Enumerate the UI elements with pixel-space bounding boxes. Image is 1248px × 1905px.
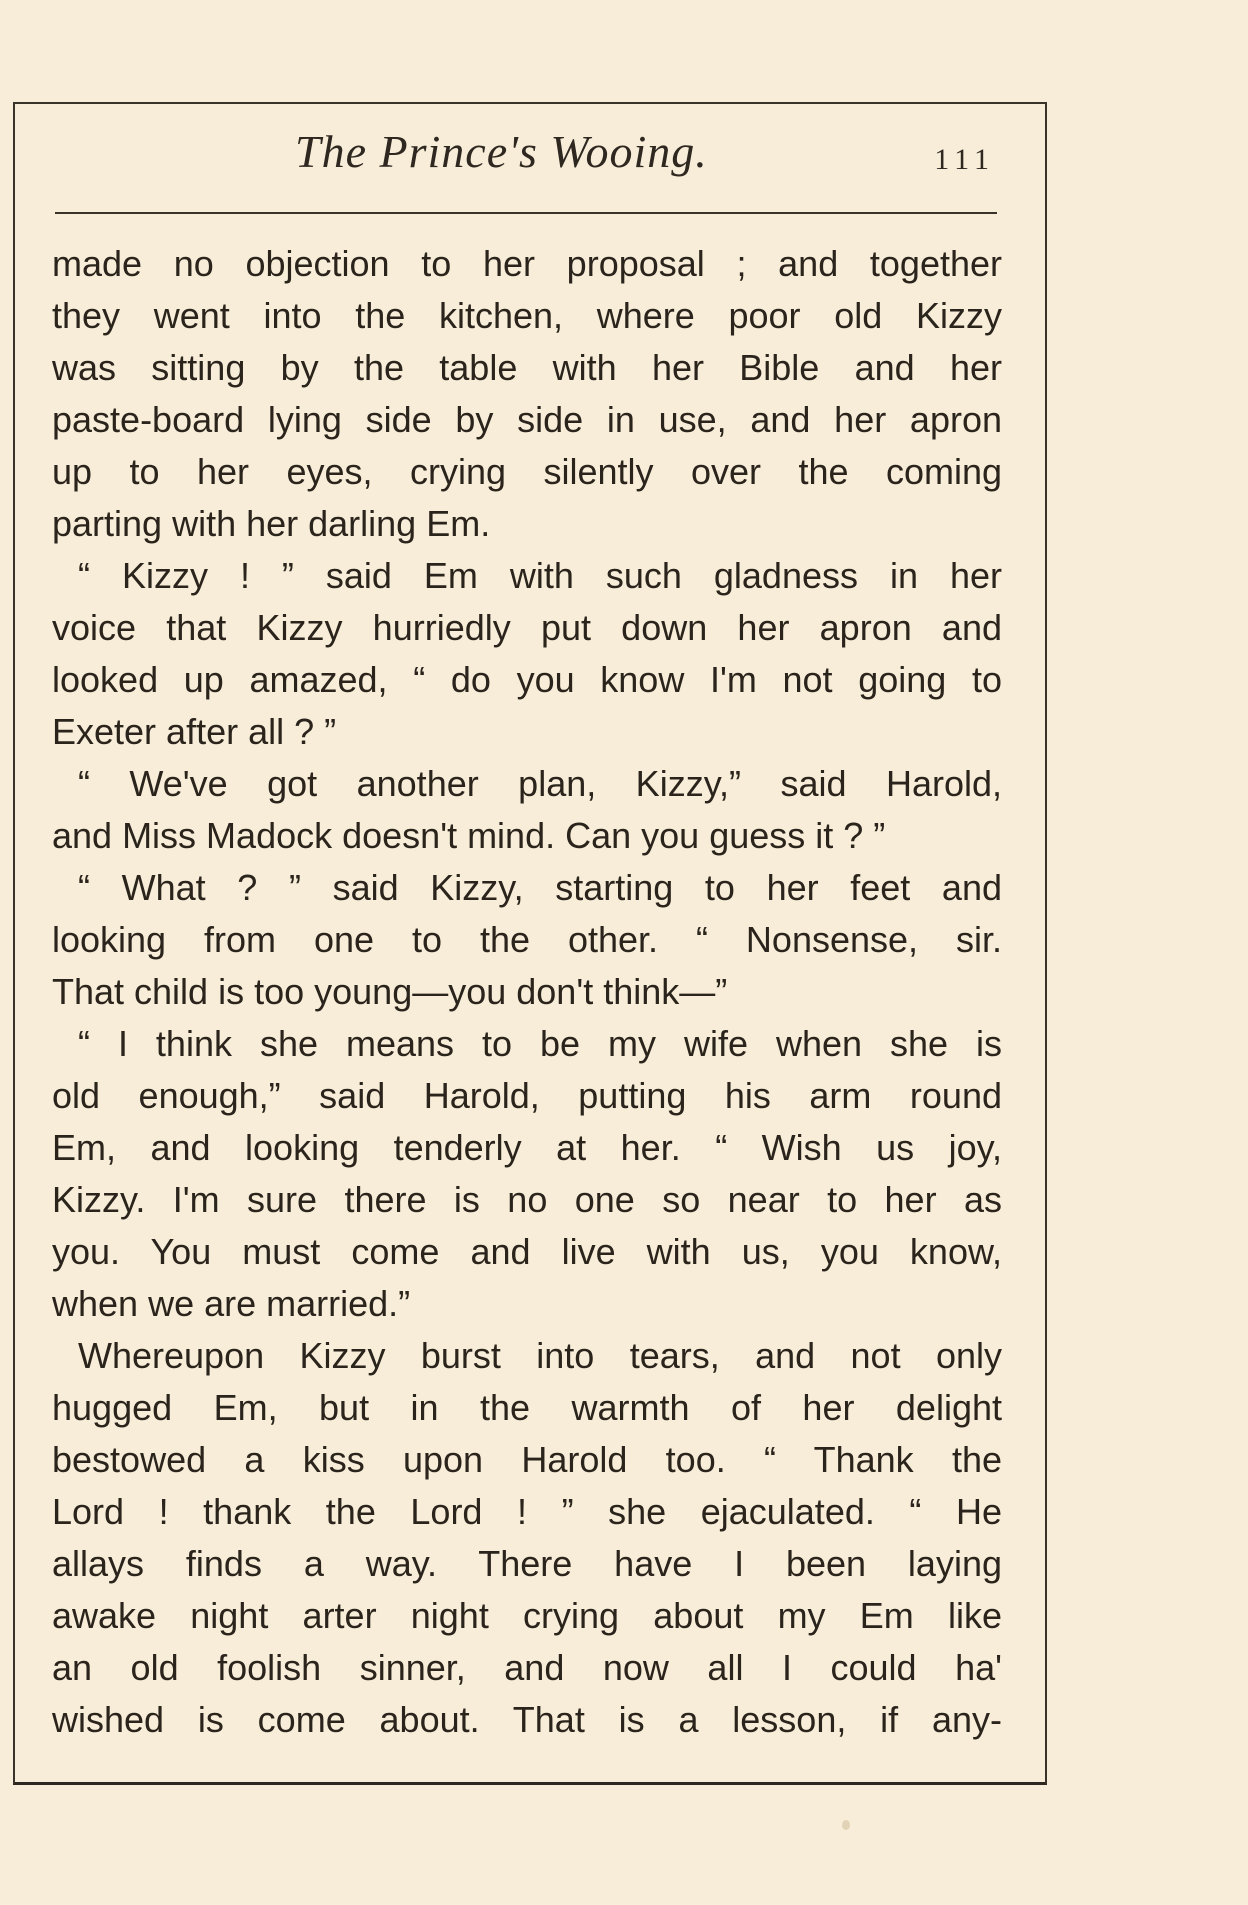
header-rule bbox=[55, 212, 997, 214]
text-line: Exeter after all ? ” bbox=[52, 711, 337, 752]
text-line: Whereupon Kizzy burst into tears, and not only bbox=[78, 1335, 1002, 1376]
text-line: parting with her darling Em. bbox=[52, 503, 491, 544]
text-line: old enough,” said Harold, putting his arm round bbox=[52, 1075, 1002, 1116]
text-line: Kizzy. I'm sure there is no one so near to her as bbox=[52, 1179, 1002, 1220]
page-number: 111 bbox=[934, 143, 995, 176]
page-header bbox=[55, 125, 995, 185]
text-line: up to her eyes, crying silently over the coming bbox=[52, 451, 1002, 492]
text-line: allays finds a way. There have I been laying bbox=[52, 1543, 1002, 1584]
text-line: an old foolish sinner, and now all I could ha' bbox=[52, 1647, 1002, 1688]
text-line: Lord ! thank the Lord ! ” she ejaculated. “ He bbox=[52, 1491, 1002, 1532]
text-line: hugged Em, but in the warmth of her delight bbox=[52, 1387, 1002, 1428]
paper-smudge bbox=[842, 1820, 850, 1830]
text-line: “ What ? ” said Kizzy, starting to her feet and bbox=[78, 867, 1002, 908]
text-line: they went into the kitchen, where poor old Kizzy bbox=[52, 295, 1002, 336]
text-line: and Miss Madock doesn't mind. Can you guess it ? ” bbox=[52, 815, 886, 856]
text-line: made no objection to her proposal ; and together bbox=[52, 243, 1002, 284]
text-line: voice that Kizzy hurriedly put down her apron and bbox=[52, 607, 1002, 648]
text-line: “ Kizzy ! ” said Em with such gladness in her bbox=[78, 555, 1002, 596]
text-line: wished is come about. That is a lesson, if any- bbox=[52, 1699, 1002, 1740]
text-line: “ We've got another plan, Kizzy,” said Harold, bbox=[78, 763, 1002, 804]
text-line: awake night arter night crying about my Em like bbox=[52, 1595, 1002, 1636]
text-line: was sitting by the table with her Bible and her bbox=[52, 347, 1002, 388]
text-line: paste-board lying side by side in use, and her apron bbox=[52, 399, 1002, 440]
text-line: looked up amazed, “ do you know I'm not going to bbox=[52, 659, 1002, 700]
text-line: when we are married.” bbox=[52, 1283, 411, 1324]
text-line: looking from one to the other. “ Nonsense, sir. bbox=[52, 919, 1002, 960]
text-line: “ I think she means to be my wife when she is bbox=[78, 1023, 1002, 1064]
body-text bbox=[52, 238, 1002, 1746]
running-title: The Prince's Wooing. bbox=[295, 126, 708, 177]
text-line: Em, and looking tenderly at her. “ Wish us joy, bbox=[52, 1127, 1002, 1168]
text-line: bestowed a kiss upon Harold too. “ Thank the bbox=[52, 1439, 1002, 1480]
text-line: you. You must come and live with us, you know, bbox=[52, 1231, 1002, 1272]
text-line: That child is too young—you don't think—” bbox=[52, 971, 728, 1012]
